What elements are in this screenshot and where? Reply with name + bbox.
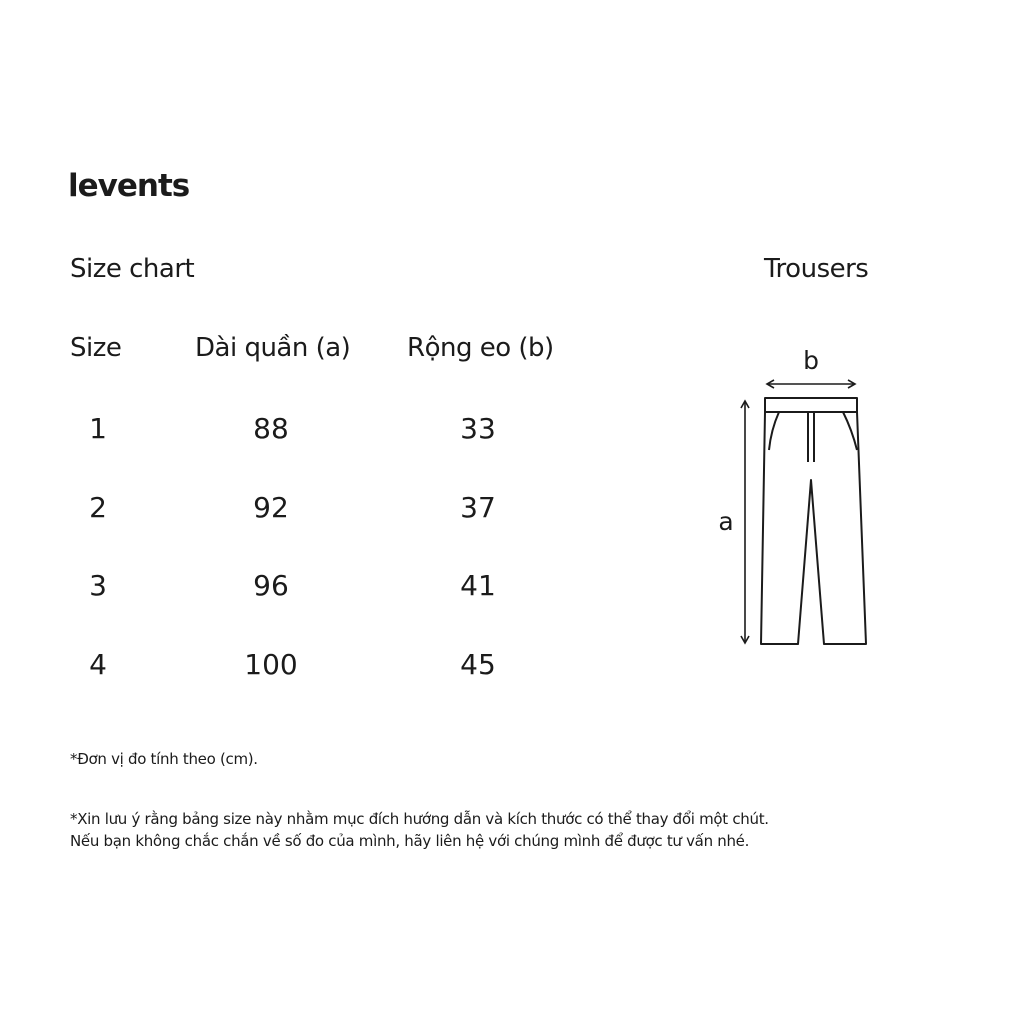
trousers-icon <box>761 398 866 644</box>
header-size: Size <box>70 333 122 363</box>
cell-size: 1 <box>89 412 107 445</box>
cell-size: 4 <box>89 648 107 681</box>
label-a: a <box>718 507 734 536</box>
cell-waist: 45 <box>460 648 496 681</box>
cell-length: 100 <box>244 648 298 681</box>
waist-arrow <box>767 380 855 388</box>
label-b: b <box>803 346 819 375</box>
cell-waist: 41 <box>460 569 496 602</box>
length-arrow <box>741 401 749 643</box>
cell-length: 96 <box>253 569 289 602</box>
disclaimer-line-1: *Xin lưu ý rằng bảng size này nhằm mục đích hướng dẫn và kích thước có thể thay đổi một chút. <box>70 810 769 828</box>
trousers-diagram <box>700 330 900 660</box>
header-length: Dài quần (a) <box>195 333 351 363</box>
cell-waist: 33 <box>460 412 496 445</box>
disclaimer-line-2: Nếu bạn không chắc chắn về số đo của mình, hãy liên hệ với chúng mình để được tư vấn nhé. <box>70 832 750 850</box>
cell-size: 3 <box>89 569 107 602</box>
header-waist: Rộng eo (b) <box>407 333 554 363</box>
cell-waist: 37 <box>460 491 496 524</box>
cell-length: 88 <box>253 412 289 445</box>
page-title: Size chart <box>70 254 195 284</box>
brand-logo: levents <box>68 168 190 204</box>
cell-size: 2 <box>89 491 107 524</box>
cell-length: 92 <box>253 491 289 524</box>
figure-title: Trousers <box>764 254 869 284</box>
unit-note: *Đơn vị đo tính theo (cm). <box>70 750 258 768</box>
